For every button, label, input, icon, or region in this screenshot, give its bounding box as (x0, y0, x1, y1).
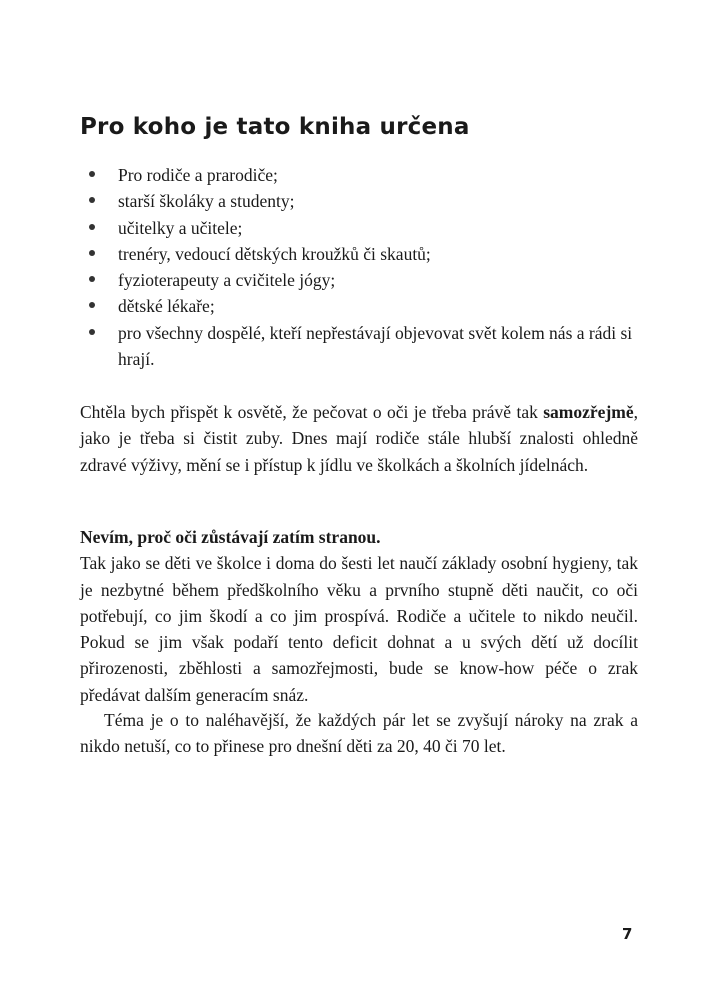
page-number: 7 (622, 925, 633, 943)
list-item-text: Pro rodiče a prarodiče; (118, 165, 278, 185)
list-item (80, 293, 640, 319)
list-item-text: učitelky a učitele; (118, 217, 243, 238)
emphasis-text: samozřejmě (543, 402, 634, 422)
bullet-icon (89, 276, 95, 282)
intro-paragraph (80, 399, 638, 478)
paragraph-text: , jako je třeba si čistit zuby. Dnes mají rodiče stále hlubší znalosti ohledně zdravé výživy, mění se i přístup k jídlu ve školkách a školních jídelnách. (80, 402, 638, 475)
paragraph-text: Chtěla bych přispět k osvětě, že pečovat o oči je třeba právě tak (80, 402, 544, 422)
list-item (80, 320, 640, 373)
list-item-text: fyzioterapeuty a cvičitele jógy; (118, 270, 336, 291)
bullet-icon (89, 329, 95, 335)
list-item-text: dětské lékaře; (118, 296, 215, 317)
list-item-text: starší školáky a studenty; (118, 191, 295, 212)
bullet-icon (89, 250, 95, 256)
list-item (80, 162, 640, 188)
section-heading: Pro koho je tato kniha určena (80, 114, 470, 140)
list-item (80, 241, 640, 267)
closing-paragraph: Téma je o to naléhavější, že každých pár let se zvyšují nároky na zrak a nikdo netuší, co to přinese pro dnešní děti za 20, 40 či 70 let. (80, 710, 638, 757)
bullet-icon (89, 171, 95, 177)
bullet-icon (89, 197, 95, 203)
paragraph-text: Tak jako se děti ve školce i doma do šesti let naučí základy osobní hygieny, tak je nezbytné během předškolního věku a prvního stupně děti naučit, co oči potřebují, co jim škodí a co jim prospívá. Rodiče a učitele to nikdo neučil. Pokud se jim však podaří tento deficit dohnat a u svých dětí už docílit přirozenosti, zběhlosti a samozřejmosti, bude se know-how péče o zrak předávat dalším generacím snáz. (80, 553, 638, 705)
list-item-text: pro všechny dospělé, kteří nepřestávají objevovat svět kolem nás a rádi si hrají. (118, 322, 633, 370)
audience-list (80, 162, 640, 372)
bullet-icon (89, 224, 95, 230)
list-item (80, 267, 640, 293)
list-item-text: trenéry, vedoucí dětských kroužků či skautů; (118, 243, 431, 264)
bullet-icon (89, 302, 95, 308)
list-item (80, 215, 640, 241)
lead-sentence: Nevím, proč oči zůstávají zatím stranou. (80, 527, 381, 547)
main-paragraph (80, 524, 638, 708)
list-item (80, 188, 640, 214)
